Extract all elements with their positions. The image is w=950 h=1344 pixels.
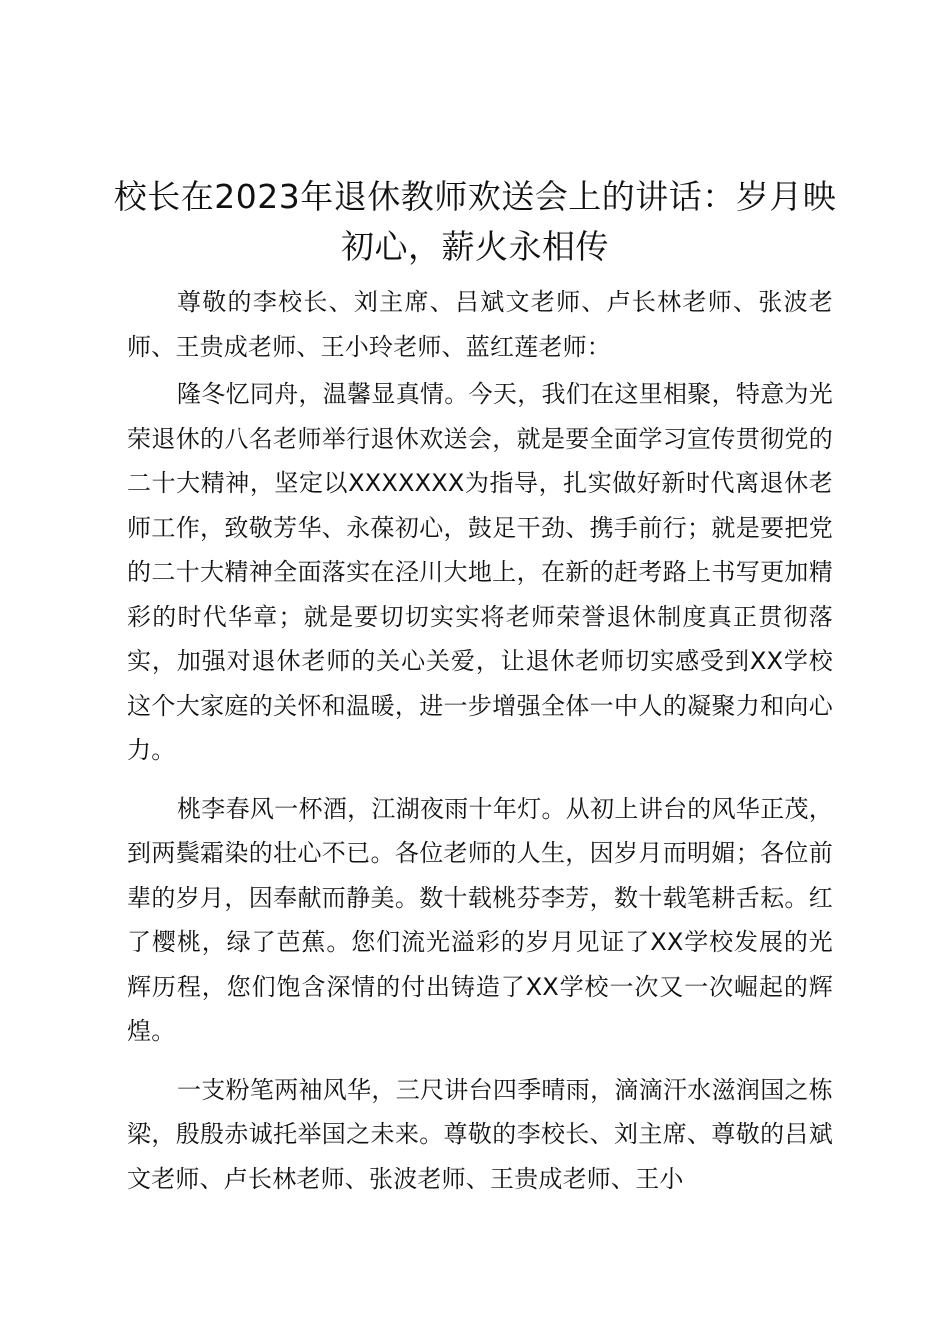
- document-title: 校长在2023年退休教师欢送会上的讲话：岁月映初心，薪火永相传: [113, 177, 837, 266]
- paragraph-thanks: 一支粉笔两袖风华，三尺讲台四季晴雨，滴滴汗水滋润国之栋梁，殷殷赤诚托举国之未来。尊敬的李校长、刘主席、尊敬的吕斌文老师、卢长林老师、张波老师、王贵成老师、王小: [127, 1075, 833, 1193]
- paragraph-opening: 隆冬忆同舟，温馨显真情。今天，我们在这里相聚，特意为光荣退休的八名老师举行退休欢送会，就是要全面学习宣传贯彻党的二十大精神，坚定以XXXXXXX为指导，扎实做好新时代离退休老师工作，致敬芳华、永葆初心，鼓足干劲、携手前行；就是要把党的二十大精神全面落实在泾川大地上，在新的赶考路上书写更加精彩的时代华章；就是要切切实实将老师荣誉退休制度真正贯彻落实，加强对退休老师的关心关爱，让退休老师切实感受到XX学校这个大家庭的关怀和温暖，进一步增强全体一中人的凝聚力和向心力。: [127, 380, 833, 764]
- paragraph-salutation: 尊敬的李校长、刘主席、吕斌文老师、卢长林老师、张波老师、王贵成老师、王小玲老师、蓝红莲老师：: [127, 288, 833, 361]
- document-body: [127, 280, 833, 1201]
- paragraph-tribute: 桃李春风一杯酒，江湖夜雨十年灯。从初上讲台的风华正茂，到两鬓霜染的壮心不已。各位老师的人生，因岁月而明媚；各位前辈的岁月，因奉献而静美。数十载桃芬李芳，数十载笔耕舌耘。红了樱桃，绿了芭蕉。您们流光溢彩的岁月见证了XX学校发展的光辉历程，您们饱含深情的付出铸造了XX学校一次又一次崛起的辉煌。: [127, 794, 833, 1045]
